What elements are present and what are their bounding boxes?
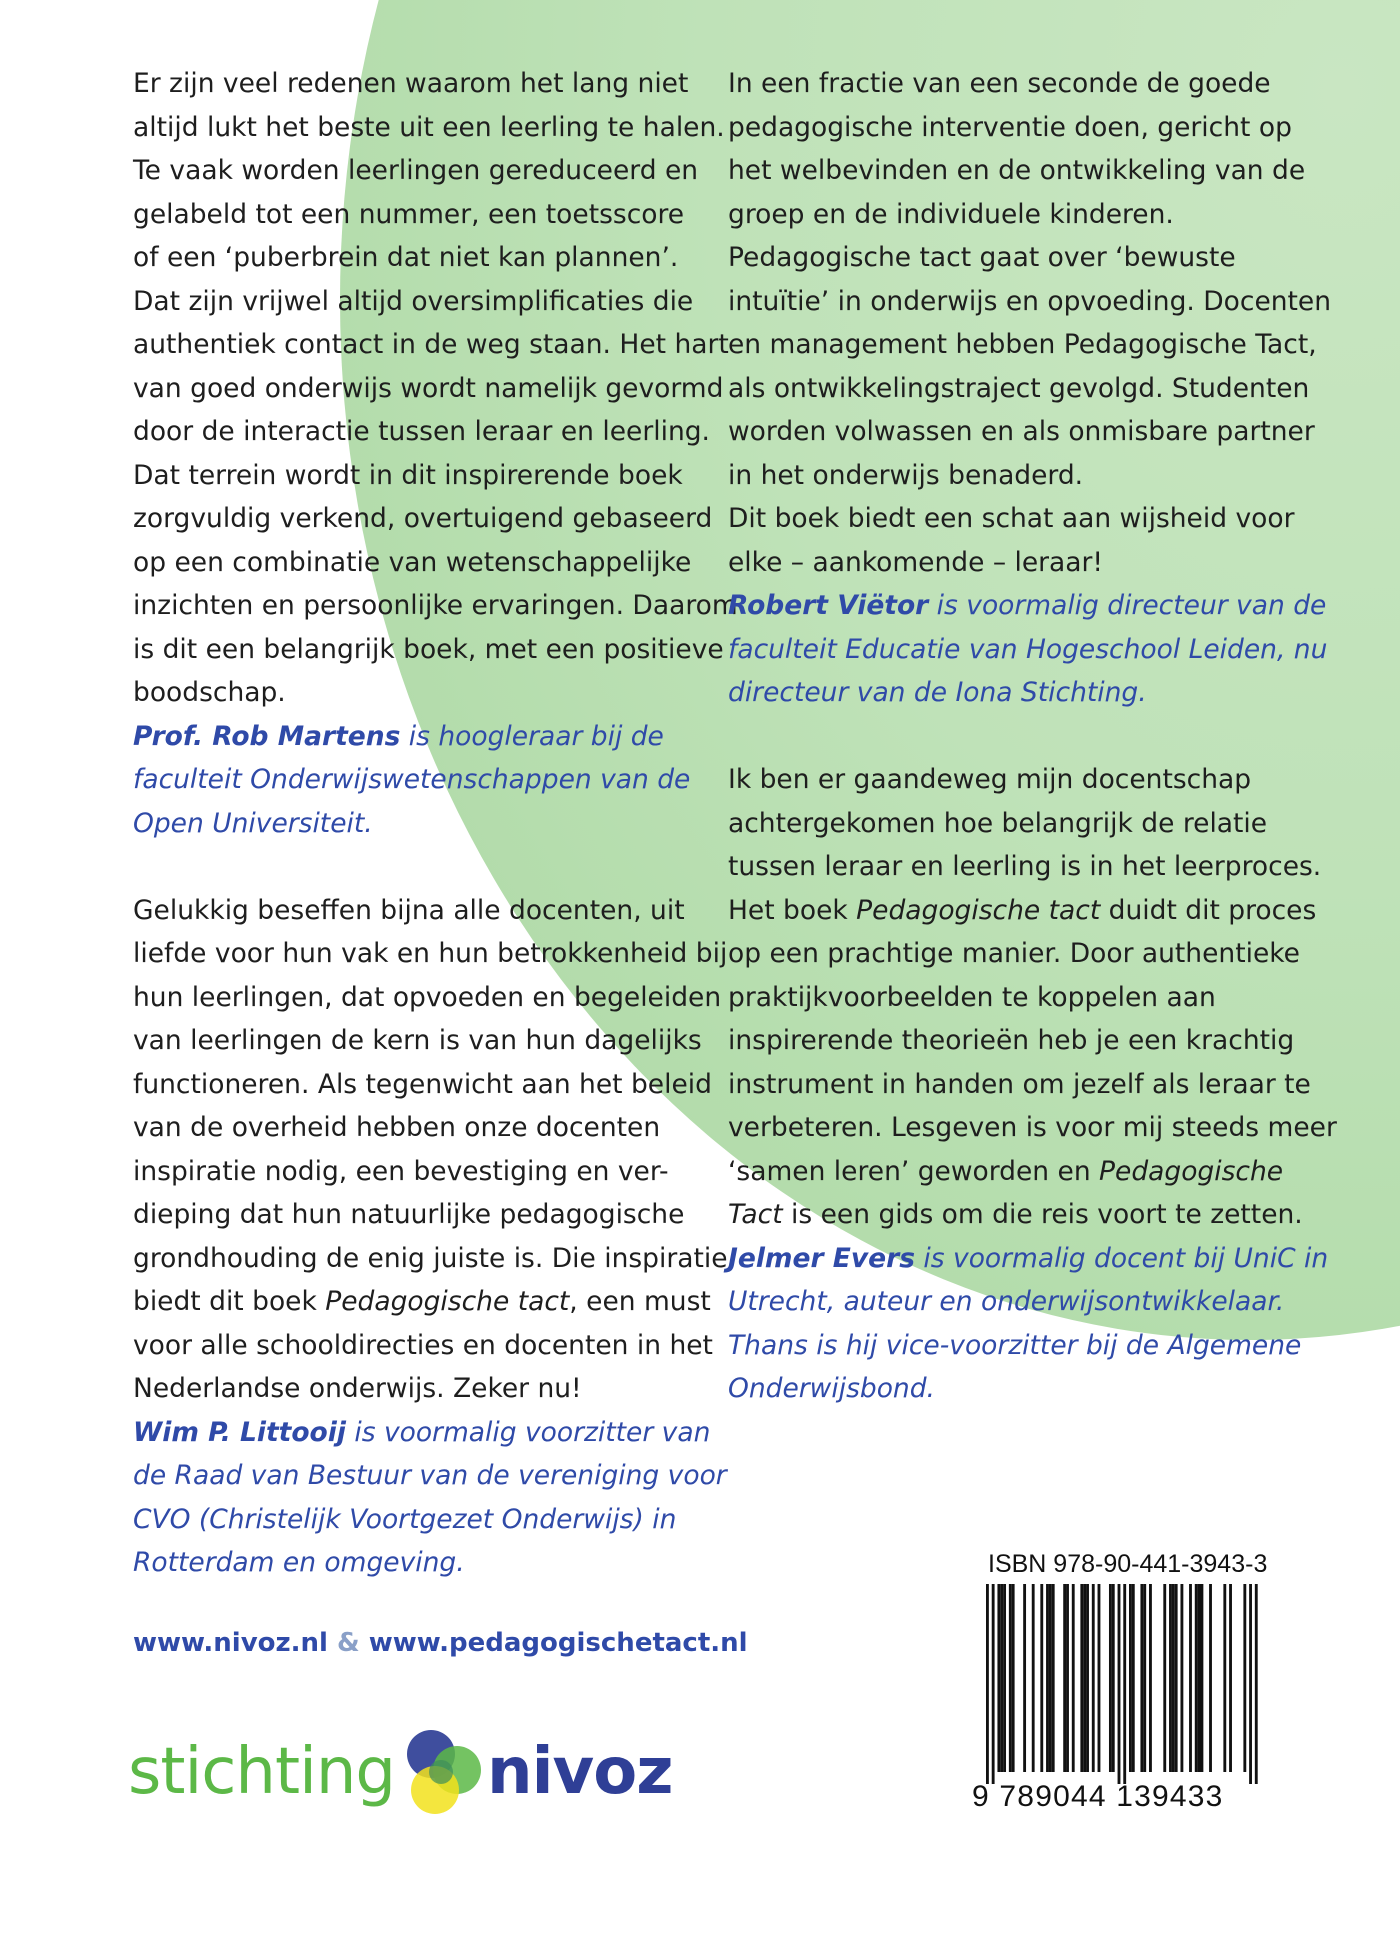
barcode-bar bbox=[1109, 1584, 1112, 1772]
text-line: groep en de individuele kinderen. bbox=[728, 198, 1174, 230]
text-line: praktijkvoorbeelden te koppelen aan bbox=[728, 981, 1216, 1013]
isbn-label: ISBN 978-90-441-3943-3 bbox=[988, 1550, 1268, 1578]
author-bio: directeur van de Iona Stichting. bbox=[728, 677, 1147, 708]
barcode-bar bbox=[1175, 1584, 1178, 1772]
barcode-bar bbox=[1123, 1584, 1126, 1784]
author-bio: Onderwijsbond. bbox=[728, 1373, 935, 1404]
text-line: gelabeld tot een nummer, een toetsscore bbox=[133, 198, 685, 230]
text-line: tussen leraar en leerling is in het leerproces. bbox=[728, 851, 1322, 882]
left-column bbox=[133, 62, 738, 1585]
text-line: worden volwassen en als onmisbare partner bbox=[728, 416, 1315, 447]
barcode-bar bbox=[1009, 1584, 1012, 1772]
quote-vietor bbox=[728, 62, 1368, 584]
text-segment: ‘samen leren’ geworden en bbox=[728, 1155, 1100, 1187]
text-line: inspiratie nodig, een bevestiging en ver- bbox=[133, 1155, 669, 1187]
barcode-bar bbox=[1195, 1584, 1198, 1772]
barcode-bar bbox=[992, 1584, 995, 1784]
text-line: Dat zijn vrijwel altijd oversimplificaties die bbox=[133, 285, 694, 317]
text-segment: , een must bbox=[569, 1286, 711, 1317]
barcode-bar bbox=[1143, 1584, 1146, 1772]
text-line: In een fractie van een seconde de goede bbox=[728, 68, 1271, 99]
barcode-bar bbox=[1149, 1584, 1152, 1772]
text-line bbox=[728, 889, 1368, 933]
barcode-bar bbox=[1243, 1584, 1246, 1772]
text-line: Nederlandse onderwijs. Zeker nu! bbox=[133, 1373, 582, 1404]
barcode-bar bbox=[1172, 1584, 1175, 1772]
barcode-bar bbox=[1118, 1584, 1121, 1784]
text-line: Te vaak worden leerlingen gereduceerd en bbox=[133, 155, 699, 186]
text-segment: biedt dit boek bbox=[133, 1286, 326, 1317]
text-line: boodschap. bbox=[133, 677, 286, 708]
barcode-bar bbox=[1132, 1584, 1135, 1772]
author-bio: Rotterdam en omgeving. bbox=[133, 1547, 465, 1578]
text-line: Pedagogische tact gaat over ‘bewuste bbox=[728, 242, 1236, 273]
text-line: achtergekomen hoe belangrijk de relatie bbox=[728, 807, 1268, 839]
text-line: van leerlingen de kern is van hun dagelijks bbox=[133, 1025, 702, 1056]
text-line bbox=[728, 1150, 1368, 1194]
author-bio: is voormalig directeur van de bbox=[928, 590, 1327, 621]
text-line: inspirerende theorieën heb je een krachtig bbox=[728, 1025, 1295, 1056]
text-segment: duidt dit proces bbox=[1100, 894, 1317, 926]
barcode-bar bbox=[1140, 1584, 1143, 1772]
barcode-bar bbox=[997, 1584, 1000, 1772]
barcode-bar bbox=[1066, 1584, 1069, 1772]
text-line: hun leerlingen, dat opvoeden en begeleiden bbox=[133, 981, 722, 1013]
text-line: voor alle schooldirecties en docenten in het bbox=[133, 1329, 713, 1361]
barcode-bar bbox=[1223, 1584, 1226, 1772]
barcode-bar bbox=[986, 1584, 989, 1784]
author-bio: Thans is hij vice-voorzitter bij de Algemene bbox=[728, 1329, 1302, 1361]
text-line: intuïtie’ in onderwijs en opvoeding. Docenten bbox=[728, 285, 1332, 317]
barcode-bar bbox=[1052, 1584, 1055, 1772]
text-line: authentiek contact in de weg staan. Het hart bbox=[133, 329, 729, 360]
text-line: Dat terrein wordt in dit inspirerende boek bbox=[133, 459, 683, 491]
barcode-bar bbox=[1198, 1584, 1201, 1772]
text-line: Ik ben er gaandeweg mijn docentschap bbox=[728, 764, 1252, 795]
text-line: op een prachtige manier. Door authentieke bbox=[728, 938, 1300, 969]
barcode-bar bbox=[1163, 1584, 1166, 1772]
barcode-bar bbox=[1003, 1584, 1006, 1772]
text-line: instrument in handen om jezelf als leraar te bbox=[728, 1068, 1311, 1100]
text-line: inzichten en persoonlijke ervaringen. Daarom bbox=[133, 590, 738, 621]
text-line: het welbevinden en de ontwikkeling van de bbox=[728, 155, 1306, 186]
quote-littooij bbox=[133, 889, 733, 1411]
barcode-bar bbox=[1209, 1584, 1212, 1772]
author-credit-evers bbox=[728, 1237, 1368, 1411]
author-bio: Utrecht, auteur en onderwijsontwikkelaar. bbox=[728, 1286, 1285, 1317]
author-credit-littooij bbox=[133, 1411, 733, 1585]
author-bio: is voormalig docent bij UniC in bbox=[915, 1242, 1329, 1274]
text-segment: Het boek bbox=[728, 894, 857, 926]
text-line: functioneren. Als tegenwicht aan het beleid bbox=[133, 1068, 712, 1100]
text-line bbox=[133, 1280, 733, 1324]
pedagogischetact-link[interactable]: www.pedagogischetact.nl bbox=[368, 1628, 748, 1658]
text-line bbox=[728, 1193, 1368, 1237]
barcode-bar bbox=[1092, 1584, 1095, 1772]
author-bio: is voormalig voorzitter van bbox=[345, 1416, 711, 1448]
logo-word-stichting: stichting bbox=[128, 1735, 396, 1809]
barcode-digits: 9 789044 139433 bbox=[972, 1780, 1224, 1813]
author-credit-martens bbox=[133, 715, 733, 846]
book-title: Pedagogische tact bbox=[856, 894, 1101, 926]
author-bio: Open Universiteit. bbox=[133, 807, 373, 839]
text-line: dieping dat hun natuurlijke pedagogische bbox=[133, 1199, 685, 1230]
text-line: als ontwikkelingstraject gevolgd. Studenten bbox=[728, 372, 1310, 404]
author-name: Jelmer Evers bbox=[728, 1242, 915, 1274]
text-line: op een combinatie van wetenschappelijke bbox=[133, 546, 692, 578]
text-line: grondhouding de enig juiste is. Die inspiratie bbox=[133, 1242, 728, 1274]
barcode-bar bbox=[1083, 1584, 1086, 1772]
author-bio: is hoogleraar bij de bbox=[400, 720, 664, 752]
barcode-bar bbox=[1169, 1584, 1172, 1772]
author-bio: de Raad van Bestuur van de vereniging voor bbox=[133, 1460, 727, 1491]
barcode-bar bbox=[1080, 1584, 1083, 1772]
barcode-bar bbox=[1012, 1584, 1015, 1772]
text-segment: is een gids om die reis voort te zetten. bbox=[782, 1199, 1303, 1230]
barcode-bar bbox=[1129, 1584, 1132, 1772]
text-line: Er zijn veel redenen waarom het lang niet bbox=[133, 68, 689, 99]
book-title: Pedagogische bbox=[1099, 1155, 1284, 1187]
barcode-bar bbox=[1063, 1584, 1066, 1772]
text-line: liefde voor hun vak en hun betrokkenheid bij bbox=[133, 938, 728, 969]
quote-evers bbox=[728, 758, 1368, 1237]
text-line: elke – aankomende – leraar! bbox=[728, 546, 1104, 578]
barcode-bars bbox=[986, 1584, 1270, 1784]
text-line: of een ‘puberbrein dat niet kan plannen’. bbox=[133, 242, 679, 273]
author-name: Prof. Rob Martens bbox=[133, 720, 401, 752]
text-line: Dit boek biedt een schat aan wijsheid voor bbox=[728, 503, 1295, 534]
right-column bbox=[728, 62, 1368, 1411]
barcode-bar bbox=[1072, 1584, 1075, 1772]
ampersand: & bbox=[337, 1628, 360, 1658]
barcode-bar bbox=[1032, 1584, 1035, 1772]
book-title: Pedagogische tact bbox=[325, 1286, 570, 1317]
text-line: in het onderwijs benaderd. bbox=[728, 459, 1084, 491]
text-line: pedagogische interventie doen, gericht op bbox=[728, 111, 1292, 143]
text-line: zorgvuldig verkend, overtuigend gebaseerd bbox=[133, 503, 713, 534]
barcode-bar bbox=[1180, 1584, 1183, 1772]
text-line: altijd lukt het beste uit een leerling te halen. bbox=[133, 111, 725, 143]
barcode-bar bbox=[1086, 1584, 1089, 1772]
website-links bbox=[133, 1628, 748, 1658]
text-line: van goed onderwijs wordt namelijk gevormd bbox=[133, 372, 724, 404]
barcode-bar bbox=[1023, 1584, 1026, 1772]
text-line: is dit een belangrijk boek, met een positieve bbox=[133, 633, 724, 665]
text-line: en management hebben Pedagogische Tact, bbox=[728, 329, 1317, 360]
barcode-bar bbox=[1112, 1584, 1115, 1772]
stichting-nivoz-logo bbox=[128, 1722, 672, 1822]
text-line: van de overheid hebben onze docenten bbox=[133, 1112, 661, 1143]
barcode-bar bbox=[1046, 1584, 1049, 1772]
text-line: verbeteren. Lesgeven is voor mij steeds meer bbox=[728, 1112, 1337, 1143]
author-credit-vietor bbox=[728, 584, 1368, 715]
barcode-bar bbox=[1049, 1584, 1052, 1772]
barcode-bar bbox=[1000, 1584, 1003, 1772]
barcode-bar bbox=[1249, 1584, 1252, 1784]
barcode-bar bbox=[1189, 1584, 1192, 1772]
barcode-bar bbox=[1229, 1584, 1232, 1772]
logo-circles-icon bbox=[401, 1722, 485, 1822]
author-bio: faculteit Educatie van Hogeschool Leiden, nu bbox=[728, 633, 1328, 665]
barcode-bar bbox=[1201, 1584, 1204, 1772]
quote-martens bbox=[133, 62, 738, 715]
text-line: Gelukkig beseffen bijna alle docenten, uit bbox=[133, 894, 685, 926]
book-title: Tact bbox=[728, 1199, 783, 1230]
barcode-bar bbox=[1098, 1584, 1101, 1772]
logo-word-nivoz: nivoz bbox=[487, 1735, 673, 1809]
barcode-bar bbox=[1040, 1584, 1043, 1772]
nivoz-link[interactable]: www.nivoz.nl bbox=[133, 1628, 328, 1658]
author-name: Robert Viëtor bbox=[728, 590, 929, 621]
text-line: door de interactie tussen leraar en leerling. bbox=[133, 416, 710, 447]
author-name: Wim P. Littooij bbox=[133, 1416, 346, 1448]
author-bio: CVO (Christelijk Voortgezet Onderwijs) in bbox=[133, 1503, 677, 1535]
author-bio: faculteit Onderwijswetenschappen van de bbox=[133, 764, 691, 795]
barcode-bar bbox=[1255, 1584, 1258, 1784]
